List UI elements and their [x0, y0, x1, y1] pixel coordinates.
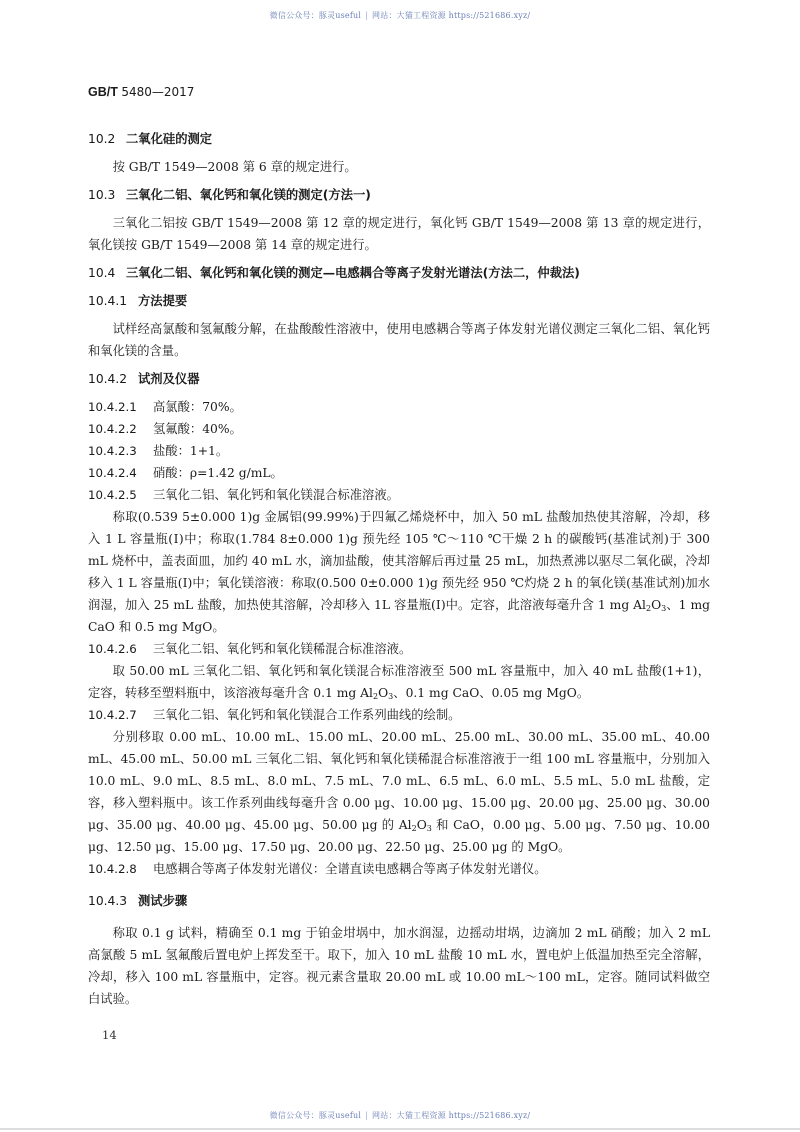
text-run: O	[651, 598, 662, 612]
watermark-wechat: 微信公众号：豚灵useful	[269, 11, 362, 20]
item-text: 三氧化二铝、氧化钙和氧化镁混合工作系列曲线的绘制。	[153, 708, 461, 722]
paragraph-10-3: 三氧化二铝按 GB/T 1549—2008 第 12 章的规定进行，氧化钙 GB/T 1549—2008 第 13 章的规定进行，氧化镁按 GB/T 1549—2008 第 14 章的规定进行。	[88, 216, 710, 252]
text-run: 分别移取 0.00 mL、10.00 mL、15.00 mL、20.00 mL、25.00 mL、30.00 mL、35.00 mL、40.00 mL、45.00 mL、50.00 mL 三氧化二铝、氧化钙和氧化镁稀混合标准溶液于一组 100 mL 容量瓶中，分别加入 10.0 mL、9.0 mL、8.5 mL、8.0 mL、7.5 mL、7.0 mL、6.5 mL、6.0 mL、5.5 mL、5.0 mL 盐酸，定容，移入塑料瓶中。该工作系列曲线每毫升含 0.00 μg、10.00 μg、15.00 μg、20.00 μg、25.00 μg、30.00 μg、35.00 μg、40.00 μg、45.00 μg、50.00 μg 的 Al	[88, 730, 710, 832]
item-number: 10.4.2.6	[88, 642, 137, 656]
subscript: 2	[411, 824, 417, 833]
standard-number: 5480—2017	[121, 85, 195, 99]
paragraph-10-4-3: 称取 0.1 g 试料，精确至 0.1 mg 于铂金坩埚中，加水润湿，边摇动坩埚，边滴加 2 mL 硝酸；加入 2 mL 高氯酸 5 mL 氢氟酸后置电炉上挥发至干。取下，加入 10 mL 盐酸 10 mL 水，置电炉上低温加热至完全溶解，冷却，移入 100 mL 容量瓶中，定容。视元素含量取 20.00 mL 或 10.00 mL～100 mL，定容。随同试料做空白试验。	[88, 926, 710, 1006]
item-text: 盐酸：1+1。	[153, 444, 229, 458]
text-run: O	[416, 818, 427, 832]
heading-10-3	[88, 184, 710, 206]
item-number: 10.4.2.7	[88, 708, 137, 722]
heading-10-4-2	[88, 368, 710, 390]
heading-title: 二氧化硅的测定	[126, 132, 213, 146]
item-number: 10.4.2.3	[88, 444, 137, 458]
heading-10-2	[88, 128, 710, 150]
subscript: 3	[661, 604, 667, 613]
paragraph-10-4-1: 试样经高氯酸和氢氟酸分解，在盐酸酸性溶液中，使用电感耦合等离子体发射光谱仪测定三氧化二铝、氧化钙和氧化镁的含量。	[88, 322, 710, 358]
heading-10-4	[88, 262, 710, 284]
heading-10-4-1	[88, 290, 710, 312]
list-item-10-4-2-1	[88, 396, 710, 418]
paragraph-10-4-2-7	[88, 726, 710, 858]
item-text: 氢氟酸：40%。	[153, 422, 242, 436]
item-number: 10.4.2.2	[88, 422, 137, 436]
subscript: 2	[645, 604, 652, 613]
heading-number: 10.4	[88, 266, 116, 280]
list-item-10-4-2-2	[88, 418, 710, 440]
watermark-top	[0, 10, 800, 21]
page-number: 14	[102, 1028, 117, 1042]
standard-code	[88, 85, 194, 99]
list-item-10-4-2-3	[88, 440, 710, 462]
text-run: 、0.1 mg CaO、0.05 mg MgO。	[393, 686, 590, 700]
standard-prefix: GB/T	[88, 85, 118, 99]
heading-title: 试剂及仪器	[138, 372, 200, 386]
item-text: 三氧化二铝、氧化钙和氧化镁混合标准溶液。	[153, 488, 399, 502]
paragraph-10-2: 按 GB/T 1549—2008 第 6 章的规定进行。	[112, 160, 357, 174]
subscript: 3	[426, 824, 432, 833]
text-run: 称取(0.539 5±0.000 1)g 金属铝(99.99%)于四氟乙烯烧杯中，加入 50 mL 盐酸加热使其溶解，冷却，移入 1 L 容量瓶(Ⅰ)中；称取(1.784 8±0.000 1)g 预先经 105 ℃～110 ℃干燥 2 h 的碳酸钙(基准试剂)于 300 mL 烧杯中，盖表面皿，加约 40 mL 水，滴加盐酸，使其溶解后再过量 25 mL，加热煮沸以驱尽二氧化碳，冷却移入 1 L 容量瓶(Ⅰ)中；氧化镁溶液：称取(0.500 0±0.000 1)g 预先经 950 ℃灼烧 2 h 的氧化镁(基准试剂)加水润湿，加入 25 mL 盐酸，加热使其溶解，冷却移入 1L 容量瓶(Ⅰ)中。定容，此溶液每毫升含 1 mg Al	[88, 510, 710, 612]
item-number: 10.4.2.8	[88, 862, 137, 876]
page-bottom-divider	[0, 1128, 800, 1130]
item-text: 硝酸：ρ=1.42 g/mL。	[153, 466, 283, 480]
text-run: 、1 mg CaO 和 0.5 mg MgO。	[88, 598, 710, 634]
heading-number: 10.4.3	[88, 894, 128, 908]
document-body	[88, 128, 710, 1010]
heading-number: 10.2	[88, 132, 116, 146]
heading-number: 10.3	[88, 188, 116, 202]
item-text: 三氧化二铝、氧化钙和氧化镁稀混合标准溶液。	[153, 642, 412, 656]
list-item-10-4-2-5	[88, 484, 710, 506]
item-text: 电感耦合等离子体发射光谱仪：全谱直读电感耦合等离子体发射光谱仪。	[153, 862, 547, 876]
list-item-10-4-2-4	[88, 462, 710, 484]
text-run: O	[378, 686, 389, 700]
paragraph-10-4-2-5	[88, 506, 710, 638]
item-text: 高氯酸：70%。	[153, 400, 242, 414]
list-item-10-4-2-7	[88, 704, 710, 726]
text-run: 和 CaO，0.00 μg、5.00 μg、7.50 μg、10.00 μg、12.50 μg、15.00 μg、17.50 μg、20.00 μg、22.50 μg、25.00 μg 的 MgO。	[88, 818, 710, 854]
list-item-10-4-2-8	[88, 858, 710, 880]
item-number: 10.4.2.1	[88, 400, 137, 414]
watermark-separator: |	[365, 1111, 369, 1120]
paragraph-10-4-2-6	[88, 660, 710, 704]
watermark-separator: |	[365, 11, 369, 20]
heading-number: 10.4.2	[88, 372, 128, 386]
heading-title: 测试步骤	[138, 894, 188, 908]
watermark-website: 网站：大猫工程资源 https://521686.xyz/	[372, 11, 531, 20]
heading-number: 10.4.1	[88, 294, 128, 308]
subscript: 3	[388, 692, 394, 701]
heading-title: 三氧化二铝、氧化钙和氧化镁的测定—电感耦合等离子发射光谱法(方法二，仲裁法)	[126, 266, 580, 280]
list-item-10-4-2-6	[88, 638, 710, 660]
item-number: 10.4.2.5	[88, 488, 137, 502]
heading-title: 三氧化二铝、氧化钙和氧化镁的测定(方法一)	[126, 188, 371, 202]
heading-title: 方法提要	[138, 294, 188, 308]
watermark-wechat: 微信公众号：豚灵useful	[269, 1111, 362, 1120]
item-number: 10.4.2.4	[88, 466, 137, 480]
heading-10-4-3	[88, 890, 710, 912]
text-run: 取 50.00 mL 三氧化二铝、氧化钙和氧化镁混合标准溶液至 500 mL 容量瓶中，加入 40 mL 盐酸(1+1)，定容，转移至塑料瓶中，该溶液每毫升含 0.1 mg Al	[88, 664, 710, 700]
watermark-bottom	[0, 1110, 800, 1121]
subscript: 2	[372, 692, 379, 701]
watermark-website: 网站：大猫工程资源 https://521686.xyz/	[372, 1111, 531, 1120]
